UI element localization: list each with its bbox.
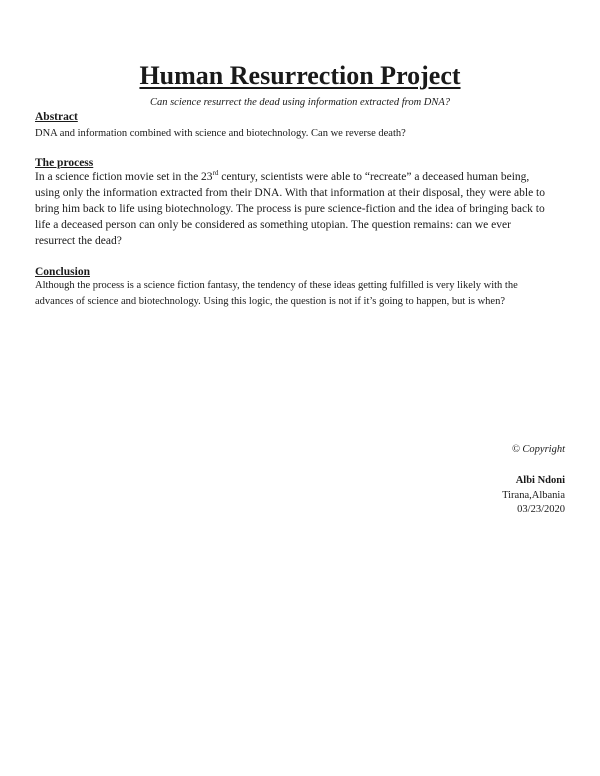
process-paragraph bbox=[35, 169, 565, 249]
copyright-notice: © Copyright bbox=[511, 444, 565, 455]
process-line: bring him back to life using biotechnology. The process is pure science-fiction and the idea of bringing back to bbox=[35, 203, 545, 215]
process-line: In a science fiction movie set in the 23rd century, scientists were able to “recreate” a deceased human being, bbox=[35, 169, 530, 183]
author-location: Tirana,Albania bbox=[502, 490, 565, 501]
conclusion-paragraph bbox=[35, 278, 565, 310]
process-line: life a deceased person can only be considered as something utopian. The question remains: can we ever bbox=[35, 219, 511, 231]
conclusion-heading: Conclusion bbox=[35, 266, 90, 278]
author-name: Albi Ndoni bbox=[515, 475, 565, 486]
document-date: 03/23/2020 bbox=[517, 504, 565, 515]
abstract-text: DNA and information combined with science and biotechnology. Can we reverse death? bbox=[35, 128, 406, 139]
document-page bbox=[35, 0, 565, 776]
conclusion-line: advances of science and biotechnology. Using this logic, the question is not if it’s going to happen, but is when? bbox=[35, 296, 505, 307]
process-heading: The process bbox=[35, 157, 94, 169]
process-line: using only the information extracted from their DNA. With that information at their disposal, they were able to bbox=[35, 187, 545, 199]
process-line: resurrect the dead? bbox=[35, 235, 122, 247]
abstract-heading: Abstract bbox=[35, 111, 78, 123]
conclusion-line: Although the process is a science fiction fantasy, the tendency of these ideas getting fulfilled is very likely with the bbox=[35, 280, 518, 291]
document-subtitle: Can science resurrect the dead using information extracted from DNA? bbox=[149, 97, 451, 108]
document-title: Human Resurrection Project bbox=[139, 61, 461, 90]
